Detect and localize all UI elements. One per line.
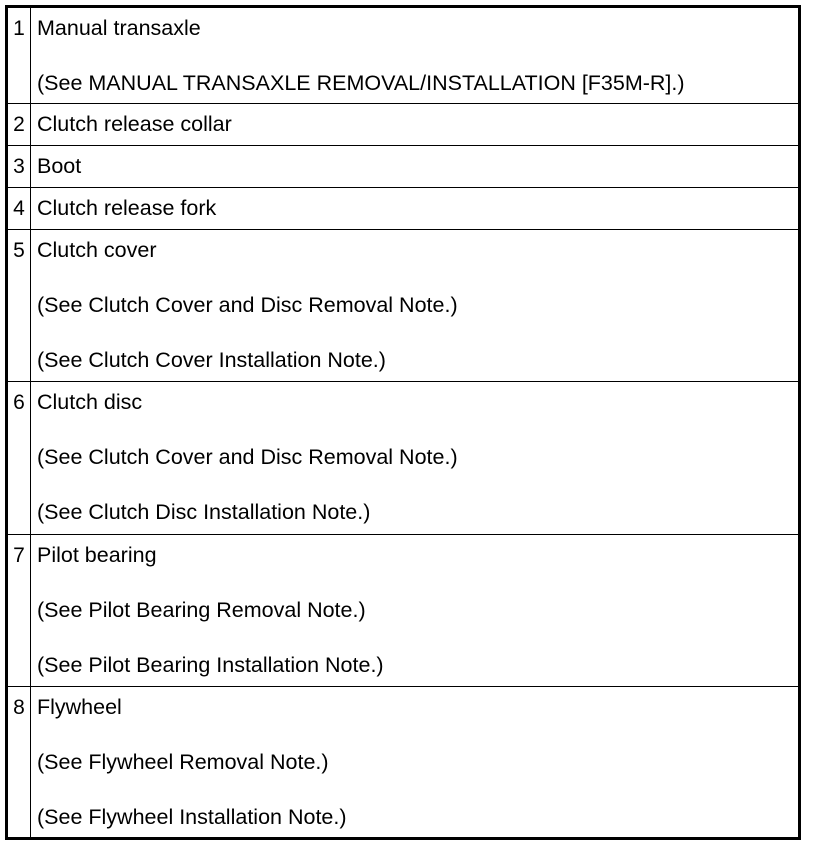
table-row (7, 230, 800, 382)
reference-link[interactable]: (See Clutch Cover and Disc Removal Note.) (37, 293, 458, 317)
table-row (7, 146, 800, 188)
row-number: 8 (7, 687, 31, 839)
part-name: Pilot bearing (37, 543, 157, 567)
row-description (31, 382, 800, 535)
row-description (31, 104, 800, 146)
row-description (31, 7, 800, 104)
table-row (7, 104, 800, 146)
part-name: Clutch disc (37, 390, 143, 414)
reference-link[interactable]: (See Flywheel Removal Note.) (37, 750, 329, 774)
table-row (7, 7, 800, 104)
reference-link[interactable]: (See Pilot Bearing Removal Note.) (37, 598, 366, 622)
table-row (7, 687, 800, 839)
parts-table (5, 5, 801, 840)
reference-link[interactable]: (See Clutch Disc Installation Note.) (37, 500, 371, 524)
row-description (31, 535, 800, 687)
row-description (31, 687, 800, 839)
row-number: 2 (7, 104, 31, 146)
table-row (7, 535, 800, 687)
part-name: Flywheel (37, 695, 122, 719)
reference-link[interactable]: (See Pilot Bearing Installation Note.) (37, 653, 384, 677)
row-number: 1 (7, 7, 31, 104)
row-number: 5 (7, 230, 31, 382)
part-name: Clutch release collar (37, 112, 232, 136)
reference-link[interactable]: (See Flywheel Installation Note.) (37, 805, 347, 829)
row-number: 7 (7, 535, 31, 687)
part-name: Manual transaxle (37, 16, 201, 40)
row-description (31, 146, 800, 188)
reference-link[interactable]: (See Clutch Cover Installation Note.) (37, 348, 386, 372)
reference-link[interactable]: (See Clutch Cover and Disc Removal Note.) (37, 445, 458, 469)
row-number: 4 (7, 188, 31, 230)
table-row (7, 188, 800, 230)
row-description (31, 188, 800, 230)
row-number: 6 (7, 382, 31, 535)
reference-link[interactable]: (See MANUAL TRANSAXLE REMOVAL/INSTALLATION [F35M-R].) (37, 71, 685, 95)
row-number: 3 (7, 146, 31, 188)
part-name: Boot (37, 154, 82, 178)
row-description (31, 230, 800, 382)
part-name: Clutch cover (37, 238, 157, 262)
table-row (7, 382, 800, 535)
part-name: Clutch release fork (37, 196, 217, 220)
